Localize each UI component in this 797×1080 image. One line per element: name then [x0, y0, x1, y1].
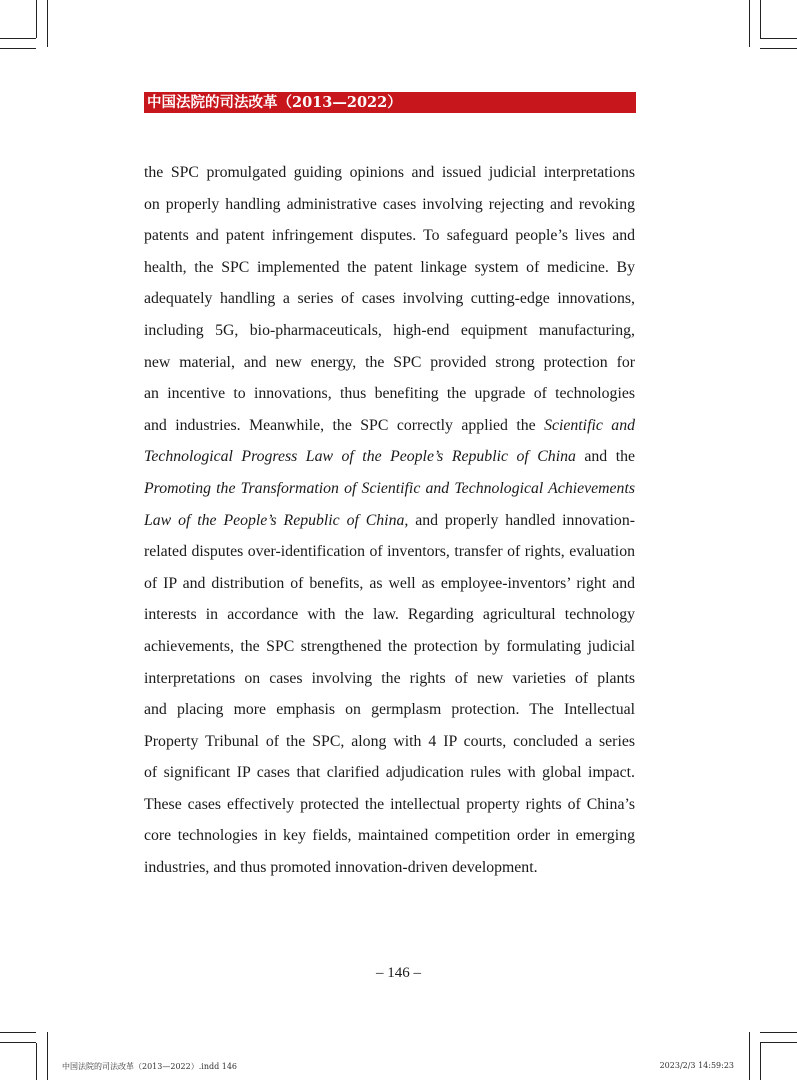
crop-mark [760, 0, 761, 38]
text-line: related disputes over-identification of inventors, transfer of rights, evaluation [144, 543, 635, 561]
crop-mark [47, 1032, 48, 1080]
text-line: new material, and new energy, the SPC provided strong protection for [144, 353, 635, 371]
text-line: adequately handling a series of cases involving cutting-edge innovations, [144, 290, 635, 308]
crop-mark [760, 48, 797, 49]
text-line: industries, and thus promoted innovation-driven development. [144, 859, 538, 877]
body-text [144, 157, 635, 884]
crop-mark [749, 1032, 750, 1080]
text-line: the SPC promulgated guiding opinions and issued judicial interpretations [144, 164, 635, 181]
text-line: and placing more emphasis on germplasm protection. The Intellectual [144, 701, 635, 719]
law-title: Scientific and [544, 416, 635, 434]
crop-mark [0, 38, 36, 39]
crop-mark [760, 1042, 797, 1043]
law-title: Promoting the Transformation of Scientific and Technological Achievements [144, 479, 635, 497]
crop-mark [36, 0, 37, 38]
text-line: interpretations on cases involving the rights of new varieties of plants [144, 669, 635, 687]
crop-mark [760, 1032, 797, 1033]
crop-mark [0, 48, 36, 49]
crop-mark [36, 1043, 37, 1080]
text-line: on properly handling administrative cases involving rejecting and revoking [144, 195, 635, 213]
text-line: patents and patent infringement disputes. To safeguard people’s lives and [144, 227, 635, 245]
text-line: These cases effectively protected the intellectual property rights of China’s [144, 795, 635, 813]
law-title: Law of the People’s Republic of China, [144, 511, 409, 529]
footer-timestamp: 2023/2/3 14:59:23 [659, 1061, 734, 1070]
text-line: including 5G, bio-pharmaceuticals, high-end equipment manufacturing, [144, 321, 635, 339]
text-line: achievements, the SPC strengthened the protection by formulating judicial [144, 637, 635, 655]
crop-mark [47, 0, 48, 47]
text-line: an incentive to innovations, thus benefiting the upgrade of technologies [144, 385, 635, 403]
text-line [144, 505, 635, 537]
text-run: and properly handled innovation- [408, 511, 635, 529]
text-line: Property Tribunal of the SPC, along with 4 IP courts, concluded a series [144, 732, 635, 750]
text-line: interests in accordance with the law. Regarding agricultural technology [144, 606, 635, 624]
text-line: core technologies in key fields, maintained competition order in emerging [144, 827, 635, 845]
crop-mark [749, 0, 750, 47]
crop-mark [760, 1043, 761, 1080]
crop-mark [0, 1042, 36, 1043]
crop-mark [760, 38, 797, 39]
text-line [144, 441, 635, 473]
text-run: and industries. Meanwhile, the SPC correctly applied the [144, 416, 536, 434]
footer-file-info: 中国法院的司法改革（2013—2022）.indd 146 [62, 1062, 238, 1071]
text-line: health, the SPC implemented the patent linkage system of medicine. By [144, 258, 635, 276]
running-header [144, 92, 636, 113]
crop-mark [0, 1032, 36, 1033]
law-title: Technological Progress Law of the People’s Republic of China [144, 448, 576, 466]
text-line: of significant IP cases that clarified adjudication rules with global impact. [144, 764, 635, 782]
page-number: – 146 – [376, 965, 421, 981]
text-line: of IP and distribution of benefits, as well as employee-inventors’ right and [144, 574, 635, 592]
text-line [144, 473, 635, 505]
header-title: 中国法院的司法改革（2013—2022） [147, 94, 402, 111]
text-line [144, 410, 635, 442]
text-run: and the [575, 448, 635, 466]
